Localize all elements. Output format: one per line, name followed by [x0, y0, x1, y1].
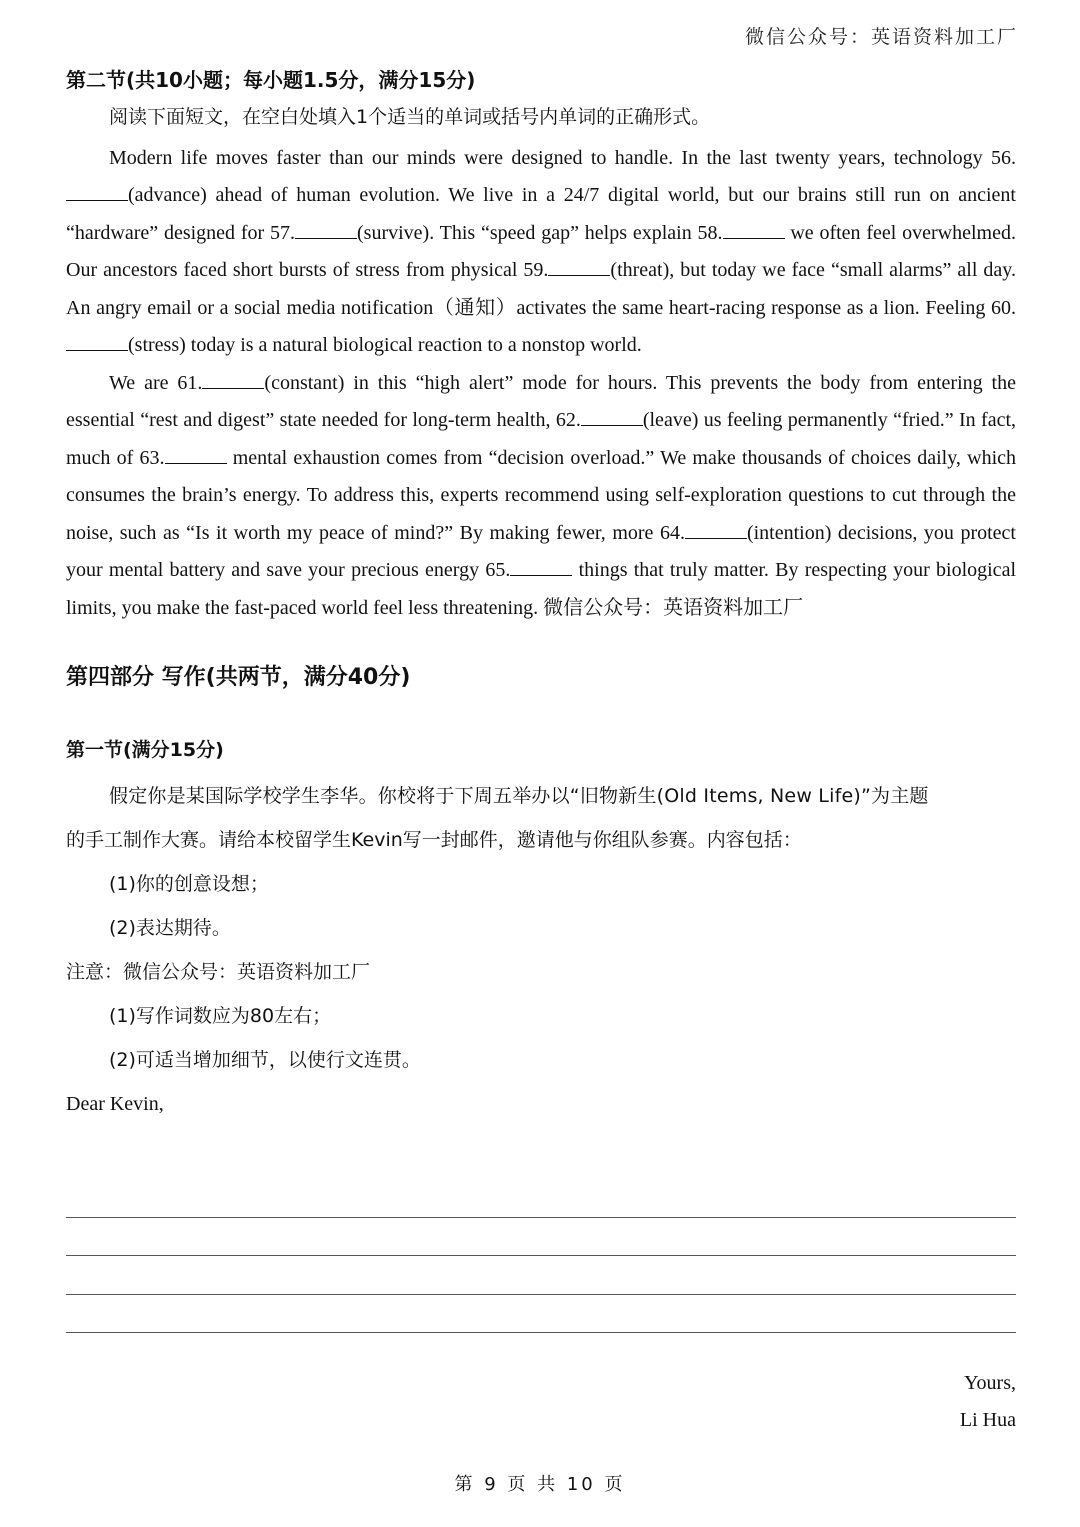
- blank-63[interactable]: [165, 445, 227, 464]
- blank-58[interactable]: [723, 220, 785, 239]
- blank-59[interactable]: [548, 257, 610, 276]
- section2-heading: 第二节(共10小题；每小题1.5分，满分15分): [66, 68, 476, 92]
- letter-closing: Yours,: [964, 1372, 1016, 1394]
- page-number: 第 9 页 共 10 页: [454, 1474, 626, 1495]
- requirement-2: (2)表达期待。: [109, 917, 231, 939]
- part4-section1-heading: 第一节(满分15分): [66, 739, 224, 761]
- passage-text: Modern life moves faster than our minds were designed to handle. In the last twenty years, technology 56.: [109, 146, 1016, 169]
- note-2: (2)可适当增加细节，以使行文连贯。: [109, 1049, 421, 1071]
- writing-prompt-line-1: 假定你是某国际学校学生李华。你校将于下周五举办以“旧物新生(Old Items, New Life)”为主题: [109, 785, 929, 807]
- passage-text: things that truly matter. By respecting your biological limits, you make the fast-paced world feel less threatening. 微信公众号：英语资料加工厂: [66, 559, 1016, 619]
- writing-prompt-line-2: 的手工制作大赛。请给本校留学生Kevin写一封邮件，邀请他与你组队参赛。内容包括：: [66, 829, 802, 851]
- blank-65[interactable]: [510, 557, 572, 576]
- blank-62[interactable]: [581, 407, 643, 426]
- note-1: (1)写作词数应为80左右；: [109, 1005, 332, 1027]
- blank-64[interactable]: [685, 520, 747, 539]
- letter-greeting: Dear Kevin,: [66, 1093, 164, 1115]
- passage-text: we often feel overwhelmed. Our ancestors faced short bursts of stress from physical 59.: [66, 221, 1016, 281]
- writing-line-3[interactable]: [66, 1294, 1016, 1295]
- requirement-1: (1)你的创意设想；: [109, 873, 269, 895]
- passage-paragraph-1: [66, 140, 1016, 365]
- passage-text: We are 61.: [109, 371, 203, 394]
- passage-text: (advance) ahead of human evolution. We live in a 24/7 digital world, but our brains still run on ancient “hardware” designed for 57.: [66, 184, 1016, 244]
- writing-line-2[interactable]: [66, 1255, 1016, 1256]
- page-content: [66, 60, 1016, 1126]
- passage-text: (stress) today is a natural biological reaction to a nonstop world.: [128, 334, 642, 356]
- passage-text: (intention) decisions, you protect your mental battery and save your precious energy 65.: [66, 521, 1016, 581]
- blank-56[interactable]: [66, 182, 128, 201]
- writing-line-1[interactable]: [66, 1217, 1016, 1218]
- passage-text: (survive). This “speed gap” helps explain 58.: [357, 221, 723, 244]
- note-heading: 注意：微信公众号：英语资料加工厂: [66, 961, 371, 983]
- passage-text: mental exhaustion comes from “decision overload.” We make thousands of choices daily, which consumes the brain’s energy. To address this, experts recommend using self-exploration questions to cut through the noise, such as “Is it worth my peace of mind?” By making fewer, more 64.: [66, 446, 1017, 544]
- blank-57[interactable]: [295, 220, 357, 239]
- section2-instruction: 阅读下面短文，在空白处填入1个适当的单词或括号内单词的正确形式。: [109, 106, 711, 128]
- passage-paragraph-2: [66, 365, 1016, 628]
- part4-heading: 第四部分 写作(共两节，满分40分): [66, 665, 411, 690]
- blank-60[interactable]: [66, 332, 128, 351]
- passage-text: (leave) us feeling permanently “fried.” In fact, much of 63.: [66, 409, 1016, 469]
- passage-text: (threat), but today we face “small alarms” all day. An angry email or a social media notification（通知）activates the same heart-racing response as a lion. Feeling 60.: [66, 259, 1016, 319]
- passage-text: (constant) in this “high alert” mode for hours. This prevents the body from entering the essential “rest and digest” state needed for long-term health, 62.: [66, 371, 1016, 431]
- header-watermark: 微信公众号：英语资料加工厂: [744, 26, 1018, 48]
- letter-signature: Li Hua: [959, 1409, 1016, 1431]
- blank-61[interactable]: [202, 370, 264, 389]
- writing-line-4[interactable]: [66, 1332, 1016, 1333]
